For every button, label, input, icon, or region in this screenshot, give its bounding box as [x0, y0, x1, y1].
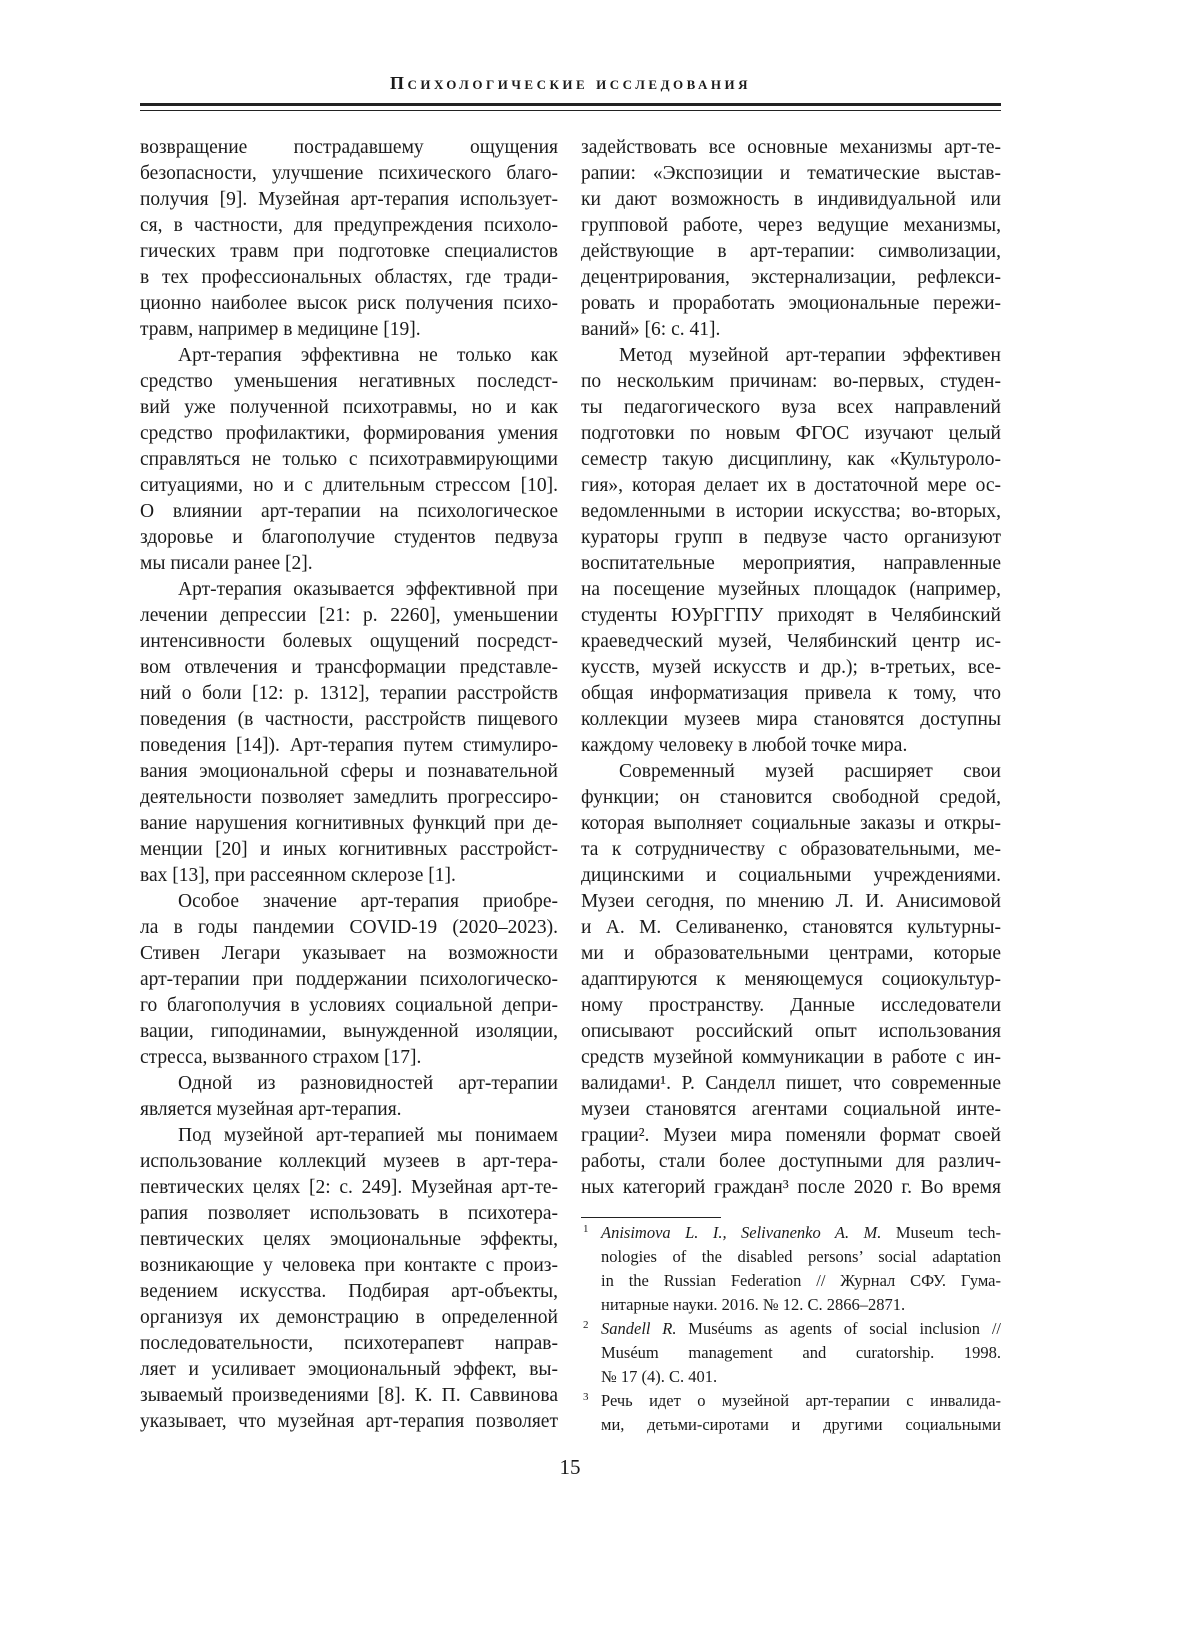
text-line: рапия позволяет использовать в психотера-	[140, 1201, 558, 1227]
footnote-author: Sandell R.	[601, 1319, 677, 1338]
text-line: ровать и проработать эмоциональные пережи-	[581, 291, 1001, 317]
text-line: вий уже полученной психотравмы, но и как	[140, 395, 558, 421]
running-head: Психологические исследования	[140, 73, 1001, 94]
text-line: семестр такую дисциплину, как «Культуроло-	[581, 447, 1001, 473]
footnote	[581, 1221, 1001, 1317]
text-line: Стивен Легари указывает на возможности	[140, 941, 558, 967]
text-line: общая информатизация привела к тому, что	[581, 681, 1001, 707]
text-line: групповой работе, через ведущие механизмы,	[581, 213, 1001, 239]
text-line: кусств, музей искусств и др.); в-третьих, все-	[581, 655, 1001, 681]
footnote-text: Museum tech-	[881, 1223, 1001, 1242]
text-line: ционно наиболее высок риск получения психо-	[140, 291, 558, 317]
paragraph	[581, 343, 1001, 759]
text-line: является музейная арт-терапия.	[140, 1097, 558, 1123]
footnote	[581, 1389, 1001, 1437]
text-line: средство уменьшения негативных последст-	[140, 369, 558, 395]
page-number: 15	[540, 1455, 600, 1480]
text-line: грации². Музеи мира поменяли формат своей	[581, 1123, 1001, 1149]
text-line: ми и образовательными центрами, которые	[581, 941, 1001, 967]
text-line: студенты ЮУрГГПУ приходят в Челябинский	[581, 603, 1001, 629]
text-line: нитарные науки. 2016. № 12. С. 2866–2871.	[601, 1293, 1001, 1317]
text-line: музеи становятся агентами социальной инте-	[581, 1097, 1001, 1123]
text-line: возвращение пострадавшему ощущения	[140, 135, 558, 161]
text-line: в тех профессиональных областях, где тради-	[140, 265, 558, 291]
text-line: получия [9]. Музейная арт-терапия использует-	[140, 187, 558, 213]
text-line: ных категорий граждан³ после 2020 г. Во время	[581, 1175, 1001, 1201]
text-line: вах [13], при рассеянном склерозе [1].	[140, 863, 558, 889]
text-line: деятельности позволяет замедлить прогрессиро-	[140, 785, 558, 811]
footnote-number: 2	[583, 1313, 589, 1337]
text-line: задействовать все основные механизмы арт-те-	[581, 135, 1001, 161]
paragraph	[140, 1123, 558, 1435]
left-column	[140, 135, 558, 1435]
text-line: певтических целях эмоциональные эффекты,	[140, 1227, 558, 1253]
text-line: ваний» [6: с. 41].	[581, 317, 1001, 343]
text-line: травм, например в медицине [19].	[140, 317, 558, 343]
text-line: Одной из разновидностей арт-терапии	[140, 1071, 558, 1097]
footnote-text: Речь идет о музейной арт-терапии с инвалида-	[601, 1391, 1001, 1410]
text-line: ки дают возможность в индивидуальной или	[581, 187, 1001, 213]
text-line: вации, гиподинамии, вынужденной изоляции,	[140, 1019, 558, 1045]
text-line: валидами¹. Р. Санделл пишет, что современные	[581, 1071, 1001, 1097]
text-line: каждому человеку в любой точке мира.	[581, 733, 1001, 759]
text-line: Музеи сегодня, по мнению Л. И. Анисимовой	[581, 889, 1001, 915]
text-line: Метод музейной арт-терапии эффективен	[581, 343, 1001, 369]
text-line: на посещение музейных площадок (например,	[581, 577, 1001, 603]
text-line: краеведческий музей, Челябинский центр ис-	[581, 629, 1001, 655]
text-line: дицинскими и социальными учреждениями.	[581, 863, 1001, 889]
text-line: Под музейной арт-терапией мы понимаем	[140, 1123, 558, 1149]
text-line: вания эмоциональной сферы и познавательной	[140, 759, 558, 785]
text-line: справляться не только с психотравмирующими	[140, 447, 558, 473]
text-line: ся, в частности, для предупреждения психоло-	[140, 213, 558, 239]
text-line: Muséum management and curatorship. 1998.	[601, 1341, 1001, 1365]
text-line: здоровье и благополучие студентов педвуза	[140, 525, 558, 551]
footnote-author: Anisimova L. I., Selivanenko A. M.	[601, 1223, 881, 1242]
text-line: которая выполняет социальные заказы и откры-	[581, 811, 1001, 837]
text-line: децентрирования, экстернализации, рефлекси-	[581, 265, 1001, 291]
text-line: та к сотрудничеству с образовательными, ме-	[581, 837, 1001, 863]
text-line: воспитательные мероприятия, направленные	[581, 551, 1001, 577]
text-line: Арт-терапия оказывается эффективной при	[140, 577, 558, 603]
text-line	[601, 1389, 1001, 1413]
text-line: № 17 (4). C. 401.	[601, 1365, 1001, 1389]
footnote-separator	[581, 1217, 721, 1218]
paragraph	[581, 135, 1001, 343]
text-line: мы писали ранее [2].	[140, 551, 558, 577]
text-line: указывает, что музейная арт-терапия позволяет	[140, 1409, 558, 1435]
text-line: поведения (в частности, расстройств пищевого	[140, 707, 558, 733]
text-line: ведением искусства. Подбирая арт-объекты,	[140, 1279, 558, 1305]
paragraph	[140, 577, 558, 889]
text-line: in the Russian Federation // Журнал СФУ. Гума-	[601, 1269, 1001, 1293]
text-line: ты педагогического вуза всех направлений	[581, 395, 1001, 421]
text-line: ному пространству. Данные исследователи	[581, 993, 1001, 1019]
text-line: ла в годы пандемии COVID-19 (2020–2023).	[140, 915, 558, 941]
text-line: подготовки по новым ФГОС изучают целый	[581, 421, 1001, 447]
text-line: работы, стали более доступными для различ-	[581, 1149, 1001, 1175]
text-line: возникающие у человека при контакте с произ-	[140, 1253, 558, 1279]
text-line: использование коллекций музеев в арт-тера-	[140, 1149, 558, 1175]
text-line: рапии: «Экспозиции и тематические выстав-	[581, 161, 1001, 187]
text-line: арт-терапии при поддержании психологическо-	[140, 967, 558, 993]
text-line: ми, детьми-сиротами и другими социальными	[601, 1413, 1001, 1437]
right-column	[581, 135, 1001, 1201]
text-line: кураторы групп в педвузе часто организуют	[581, 525, 1001, 551]
text-line: средство профилактики, формирования умения	[140, 421, 558, 447]
footnote	[581, 1317, 1001, 1389]
text-line: интенсивности болевых ощущений посредст-	[140, 629, 558, 655]
text-line	[601, 1221, 1001, 1245]
footnotes	[581, 1221, 1001, 1437]
paragraph	[140, 889, 558, 1071]
header-rule-thick	[140, 103, 1001, 106]
footnote-number: 3	[583, 1385, 589, 1409]
footnote-number: 1	[583, 1217, 589, 1241]
text-line: по нескольким причинам: во-первых, студен-	[581, 369, 1001, 395]
paragraph	[140, 135, 558, 343]
text-line: Особое значение арт-терапия приобре-	[140, 889, 558, 915]
text-line: гических травм при подготовке специалистов	[140, 239, 558, 265]
text-line: организуя их демонстрацию в определенной	[140, 1305, 558, 1331]
text-line: коллекции музеев мира становятся доступны	[581, 707, 1001, 733]
text-line: nologies of the disabled persons’ social adaptation	[601, 1245, 1001, 1269]
text-line: средств музейной коммуникации в работе с ин-	[581, 1045, 1001, 1071]
text-line: О влиянии арт-терапии на психологическое	[140, 499, 558, 525]
header-rule-thin	[140, 110, 1001, 111]
text-line: ляет и усиливает эмоциональный эффект, вы-	[140, 1357, 558, 1383]
text-line: го благополучия в условиях социальной депри-	[140, 993, 558, 1019]
text-line: поведения [14]). Арт-терапия путем стимулиро-	[140, 733, 558, 759]
text-line: зываемый произведениями [8]. К. П. Саввинова	[140, 1383, 558, 1409]
text-line: гия», которая делает их в достаточной мере ос-	[581, 473, 1001, 499]
text-line: менции [20] и иных когнитивных расстройст-	[140, 837, 558, 863]
text-line: безопасности, улучшение психического благо-	[140, 161, 558, 187]
text-line: лечении депрессии [21: p. 2260], уменьшении	[140, 603, 558, 629]
text-line: функции; он становится свободной средой,	[581, 785, 1001, 811]
text-line: Современный музей расширяет свои	[581, 759, 1001, 785]
text-line: ведомленными в истории искусства; во-вторых,	[581, 499, 1001, 525]
text-line: описывают российский опыт использования	[581, 1019, 1001, 1045]
text-line: ний о боли [12: p. 1312], терапии расстройств	[140, 681, 558, 707]
paragraph	[140, 1071, 558, 1123]
paragraph	[581, 759, 1001, 1201]
text-line: ситуациями, но и с длительным стрессом [10].	[140, 473, 558, 499]
text-line: адаптируются к меняющемуся социокультур-	[581, 967, 1001, 993]
text-line: стресса, вызванного страхом [17].	[140, 1045, 558, 1071]
text-line: последовательности, психотерапевт направ-	[140, 1331, 558, 1357]
text-line: вание нарушения когнитивных функций при де-	[140, 811, 558, 837]
text-line: вом отвлечения и трансформации представле-	[140, 655, 558, 681]
paragraph	[140, 343, 558, 577]
text-line: певтических целях [2: с. 249]. Музейная арт-те-	[140, 1175, 558, 1201]
text-line: Арт-терапия эффективна не только как	[140, 343, 558, 369]
footnote-text: Muséums as agents of social inclusion //	[677, 1319, 1002, 1338]
text-line	[601, 1317, 1001, 1341]
text-line: и А. М. Селиваненко, становятся культурны-	[581, 915, 1001, 941]
text-line: действующие в арт-терапии: символизации,	[581, 239, 1001, 265]
